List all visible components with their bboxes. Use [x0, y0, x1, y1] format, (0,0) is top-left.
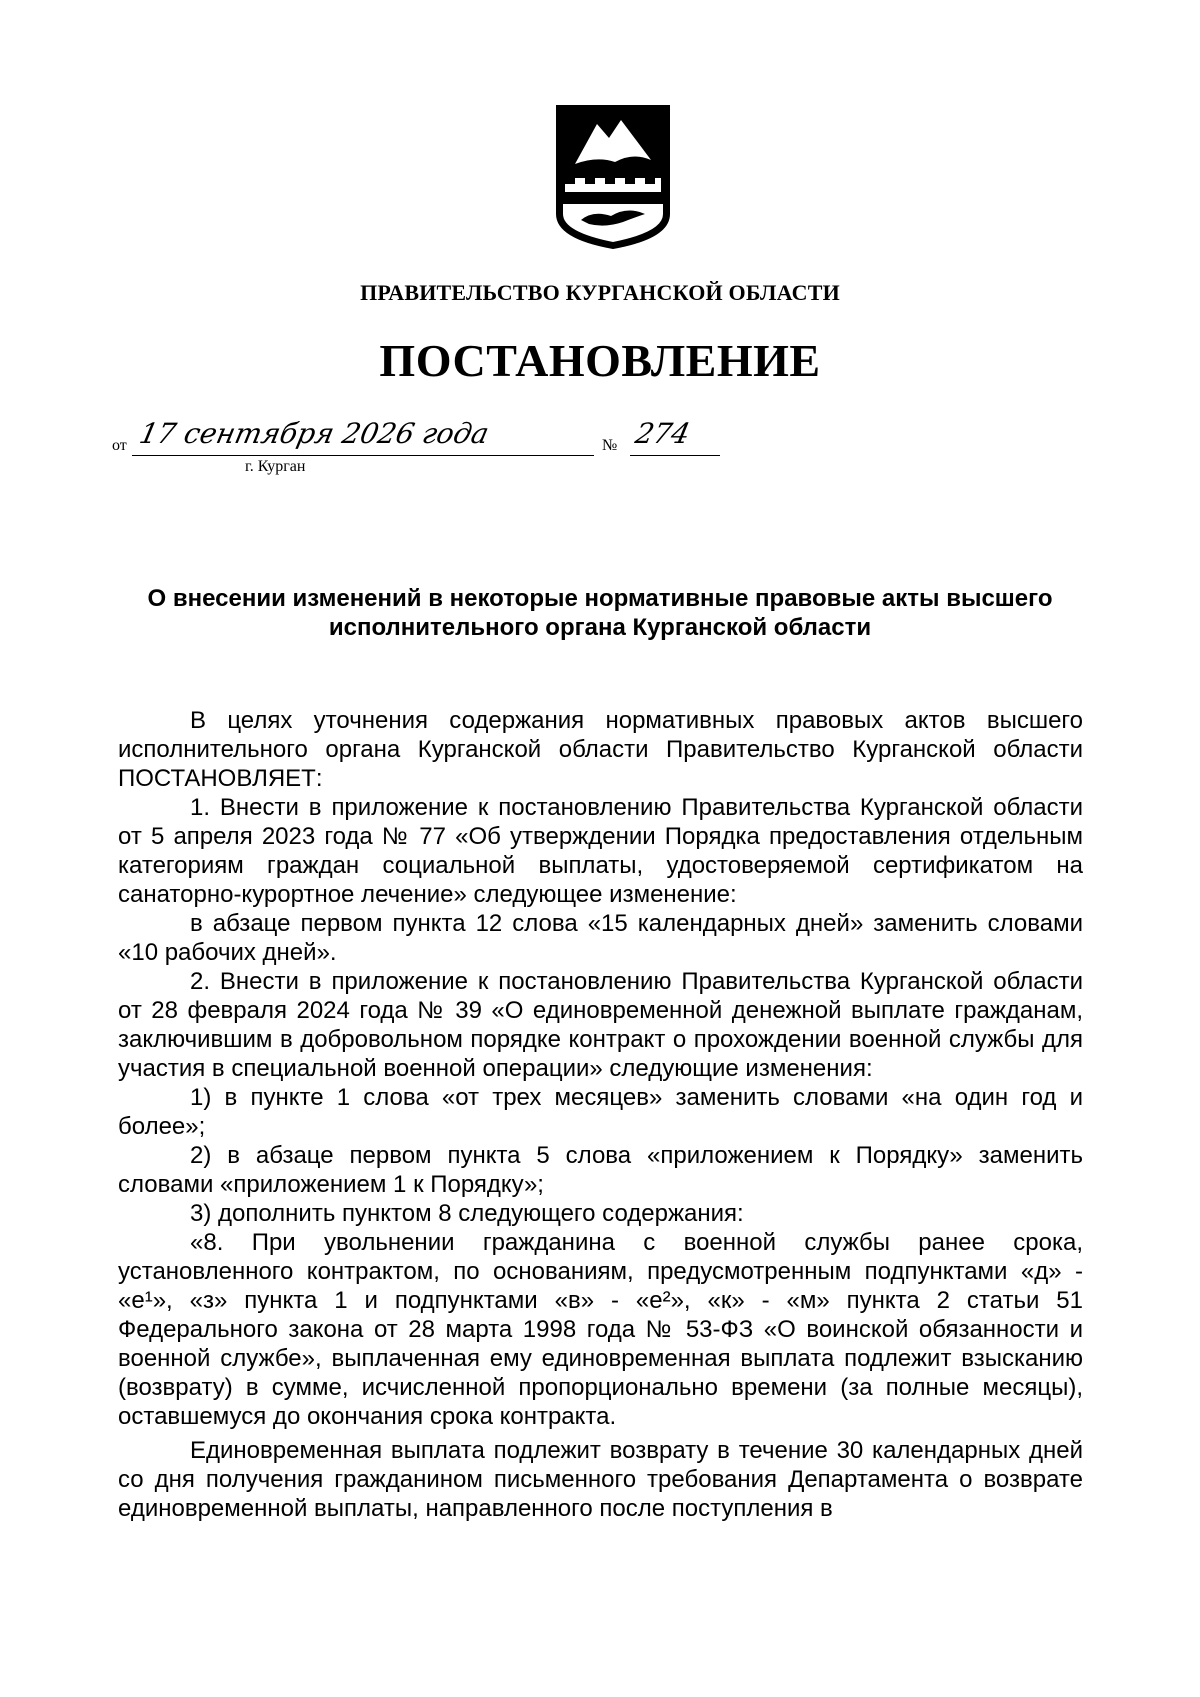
city-name: г. Курган	[245, 458, 306, 475]
paragraph: Единовременная выплата подлежит возврату в течение 30 календарных дней со дня получения гражданином письменного требования Департамента о возврате единовременной выплаты, направленного после поступления в	[118, 1437, 1083, 1522]
paragraph: 2. Внести в приложение к постановлению Правительства Курганской области от 28 февраля 2024 года № 39 «О единовременной денежной выплате гражданам, заключившим в добровольном порядке контракт о прохождении военной службы для участия в специальной военной операции» следующие изменения:	[118, 968, 1083, 1082]
paragraph: 2) в абзаце первом пункта 5 слова «приложением к Порядку» заменить словами «приложением 1 к Порядку»;	[118, 1142, 1083, 1198]
organization-name: ПРАВИТЕЛЬСТВО КУРГАНСКОЙ ОБЛАСТИ	[360, 280, 840, 305]
coat-of-arms-emblem	[553, 102, 673, 252]
document-body	[118, 706, 1083, 1523]
paragraph: «8. При увольнении гражданина с военной службы ранее срока, установленного контрактом, по основаниям, предусмотренным подпунктами «д» - «е¹», «з» пункта 1 и подпунктами «в» - «е²», «к» - «м» пункта 2 статьи 51 Федерального закона от 28 марта 1998 года № 53-ФЗ «О воинской обязанности и военной службе», выплаченная ему единовременная выплата подлежит взысканию (возврату) в сумме, исчисленной пропорционально времени (за полные месяцы), оставшемуся до окончания срока контракта.	[118, 1229, 1083, 1430]
paragraph: в абзаце первом пункта 12 слова «15 календарных дней» заменить словами «10 рабочих дней».	[118, 910, 1083, 966]
paragraph: 1) в пункте 1 слова «от трех месяцев» заменить словами «на один год и более»;	[118, 1084, 1083, 1140]
handwritten-date: 17 сентября 2026 года	[136, 417, 492, 450]
number-underline	[630, 455, 720, 456]
document-type: ПОСТАНОВЛЕНИЕ	[379, 335, 821, 386]
number-prefix: №	[602, 437, 618, 454]
date-underline	[132, 455, 594, 456]
document-title: О внесении изменений в некоторые нормативные правовые акты высшего исполнительного органа Курганской области	[147, 585, 1053, 641]
paragraph: В целях уточнения содержания нормативных правовых актов высшего исполнительного органа Курганской области Правительство Курганской области ПОСТАНОВЛЯЕТ:	[118, 707, 1083, 792]
paragraph: 3) дополнить пунктом 8 следующего содержания:	[190, 1200, 744, 1227]
paragraph: 1. Внести в приложение к постановлению Правительства Курганской области от 5 апреля 2023 года № 77 «Об утверждении Порядка предоставления отдельным категориям граждан социальной выплаты, удостоверяемой сертификатом на санаторно-курортное лечение» следующее изменение:	[118, 794, 1083, 908]
date-prefix: от	[112, 437, 127, 454]
handwritten-number: 274	[632, 417, 693, 450]
date-number-line	[112, 417, 693, 465]
